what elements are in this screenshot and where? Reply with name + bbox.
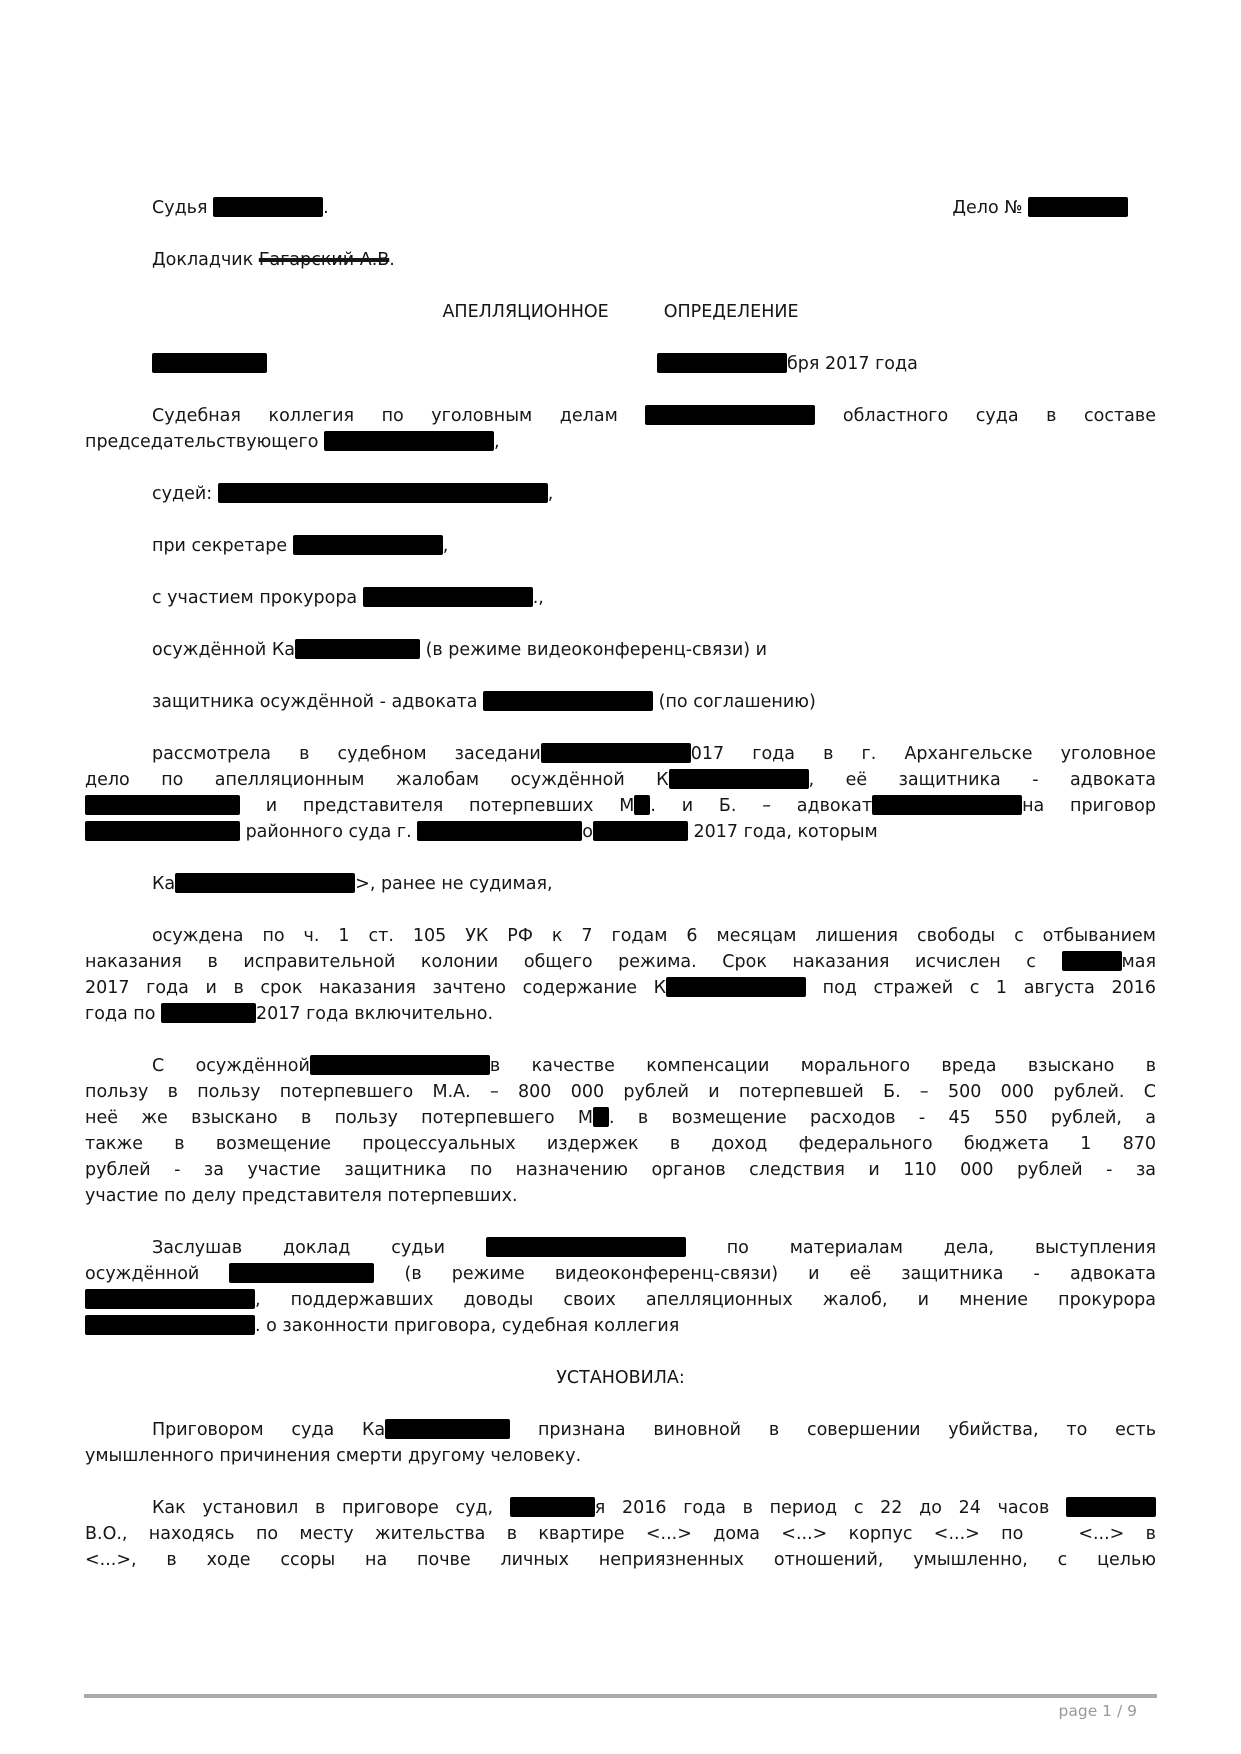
- header-row: [85, 195, 1156, 221]
- text-run: ОПРЕДЕЛЕНИЕ: [663, 302, 799, 322]
- text-run: и представителя потерпевших М: [240, 796, 635, 816]
- paragraph-line: [85, 1261, 1156, 1287]
- case-review-paragraph: [85, 741, 1156, 845]
- text-run: судей:: [152, 484, 218, 504]
- redaction-bar: [666, 977, 806, 997]
- row-right: [952, 195, 1156, 221]
- paragraph-line: [85, 1053, 1156, 1079]
- paragraph-line: [85, 1131, 1156, 1157]
- paragraph-line: [85, 949, 1156, 975]
- text-run: с участием прокурора: [152, 588, 363, 608]
- text-run: С осуждённой: [152, 1056, 310, 1076]
- paragraph-line: [85, 1443, 1156, 1469]
- paragraph-line: [85, 1001, 1156, 1027]
- redaction-bar: [593, 1107, 609, 1127]
- text-run: я 2016 года в период с 22 до 24 часов: [594, 1498, 1066, 1518]
- struck-redacted-text: Гагарский А.В: [258, 250, 390, 270]
- text-run: .: [389, 250, 395, 270]
- redaction-bar: [310, 1055, 490, 1075]
- verdict-paragraph: [85, 1417, 1156, 1469]
- paragraph-line: [85, 793, 1156, 819]
- redaction-bar: [324, 431, 494, 451]
- text-run: Заслушав доклад судьи: [152, 1238, 486, 1258]
- convicted-name-line: [85, 871, 1156, 897]
- text-run: <...> в: [1078, 1524, 1156, 1544]
- paragraph-line: [85, 1183, 1156, 1209]
- redaction-bar: [295, 639, 420, 659]
- paragraph-line: [85, 429, 1156, 455]
- paragraph-line: [85, 1547, 1156, 1573]
- judges-line: [85, 481, 1156, 507]
- text-run: 2017 года включительно.: [256, 1004, 494, 1024]
- redaction-bar: [872, 795, 1022, 815]
- redaction-bar: [645, 405, 815, 425]
- redaction-bar: [85, 795, 240, 815]
- text-run: .: [323, 198, 329, 218]
- paragraph-line: [85, 975, 1156, 1001]
- secretary-line: [85, 533, 1156, 559]
- text-run: ,: [494, 432, 500, 452]
- text-run: . в возмещение расходов - 45 550 рублей, а: [609, 1108, 1156, 1128]
- text-run: при секретаре: [152, 536, 293, 556]
- text-run: >, ранее не судимая,: [355, 874, 553, 894]
- facts-paragraph: [85, 1495, 1156, 1573]
- text-run: Как установил в приговоре суд,: [152, 1498, 510, 1518]
- text-run: 017 года в г. Архангельске уголовное: [690, 744, 1156, 764]
- redaction-bar: [486, 1237, 686, 1257]
- paragraph-line: [85, 767, 1156, 793]
- redaction-bar: [483, 691, 653, 711]
- text-run: . и Б. – адвокат: [650, 796, 873, 816]
- redaction-bar: [1062, 951, 1122, 971]
- place-date-line: [85, 351, 1156, 377]
- reporter-line: [85, 247, 1156, 273]
- paragraph-line: [85, 1417, 1156, 1443]
- text-run: 2017 года и в срок наказания зачтено содержание К: [85, 978, 667, 998]
- court-composition-paragraph: [85, 403, 1156, 455]
- text-run: (в режиме видеоконференц-связи) и её защитника - адвоката: [374, 1264, 1157, 1284]
- text-run: под стражей с 1 августа 2016: [806, 978, 1156, 998]
- redaction-bar: [363, 587, 533, 607]
- paragraph-line: [85, 403, 1156, 429]
- redaction-bar: [1066, 1497, 1156, 1517]
- paragraph-line: [85, 741, 1156, 767]
- paragraph-line: [85, 819, 1156, 845]
- text-run: осуждённой: [85, 1264, 230, 1284]
- text-run: осуждённой Ка: [152, 640, 295, 660]
- text-run: бря 2017 года: [787, 354, 918, 374]
- footer-divider: [84, 1694, 1157, 1698]
- text-run: АПЕЛЛЯЦИОННОЕ: [442, 302, 609, 322]
- text-run: мая: [1121, 952, 1156, 972]
- redaction-bar: [541, 743, 691, 763]
- paragraph-line: [85, 1495, 1156, 1521]
- paragraph-line: [85, 1287, 1156, 1313]
- text-run: также в возмещение процессуальных издержек в доход федерального бюджета 1 870: [85, 1134, 1156, 1154]
- redaction-bar: [85, 1289, 255, 1309]
- text-run: рублей - за участие защитника по назначению органов следствия и 110 000 рублей - за: [85, 1160, 1156, 1180]
- text-run: неё же взыскано в пользу потерпевшего М: [85, 1108, 594, 1128]
- text-run: председательствующего: [85, 432, 325, 452]
- redaction-bar: [175, 873, 355, 893]
- text-run: 2017 года, которым: [687, 822, 878, 842]
- text-run: Приговором суда Ка: [152, 1420, 386, 1440]
- text-run: УСТАНОВИЛА:: [556, 1368, 685, 1388]
- document-content: [85, 195, 1156, 1599]
- redaction-bar: [510, 1497, 595, 1517]
- redaction-bar: [161, 1003, 256, 1023]
- spacer: [609, 316, 664, 317]
- text-run: умышленного причинения смерти другому человеку.: [85, 1446, 582, 1466]
- redaction-bar: [669, 769, 809, 789]
- established-heading: [85, 1365, 1156, 1391]
- text-run: года по: [85, 1004, 161, 1024]
- paragraph-line: [85, 1157, 1156, 1183]
- text-run: , её защитника - адвоката: [808, 770, 1157, 790]
- text-run: в качестве компенсации морального вреда взыскано в: [489, 1056, 1157, 1076]
- redaction-bar: [417, 821, 582, 841]
- text-run: (в режиме видеоконференц-связи) и: [420, 640, 767, 660]
- paragraph-line: [85, 1313, 1156, 1339]
- paragraph-line: [85, 1079, 1156, 1105]
- defender-line: [85, 689, 1156, 715]
- text-run: . о законности приговора, судебная коллегия: [255, 1316, 680, 1336]
- redaction-bar: [218, 483, 548, 503]
- redaction-bar: [385, 1419, 510, 1439]
- paragraph-line: [85, 1235, 1156, 1261]
- text-run: защитника осуждённой - адвоката: [152, 692, 484, 712]
- text-run: Дело №: [952, 198, 1028, 218]
- text-run: ,: [547, 484, 554, 504]
- text-run: , поддержавших доводы своих апелляционных жалоб, и мнение прокурора: [255, 1290, 1156, 1310]
- text-run: <...>, в ходе ссоры на почве личных неприязненных отношений, умышленно, с целью: [85, 1550, 1156, 1570]
- text-run: Докладчик: [152, 250, 259, 270]
- text-run: (по соглашению): [653, 692, 816, 712]
- text-run: Судья: [152, 198, 214, 218]
- page-number: page 1 / 9: [1058, 1702, 1137, 1720]
- redaction-bar: [634, 795, 650, 815]
- redaction-bar: [293, 535, 443, 555]
- hearing-report-paragraph: [85, 1235, 1156, 1339]
- redaction-bar: [1028, 197, 1128, 217]
- redaction-bar: [213, 197, 323, 217]
- sentence-paragraph: [85, 923, 1156, 1027]
- text-run: районного суда г.: [240, 822, 418, 842]
- spacer: [267, 368, 657, 369]
- text-run: наказания в исправительной колонии общего режима. Срок наказания исчислен с: [85, 952, 1062, 972]
- paragraph-line: [85, 923, 1156, 949]
- text-run: Ка: [152, 874, 176, 894]
- text-run: на приговор: [1022, 796, 1156, 816]
- convicted-line: [85, 637, 1156, 663]
- text-run: по материалам дела, выступления: [685, 1238, 1157, 1258]
- spacer: [1023, 1538, 1078, 1539]
- text-run: дело по апелляционным жалобам осуждённой К: [85, 770, 669, 790]
- compensation-paragraph: [85, 1053, 1156, 1209]
- text-run: В.О., находясь по месту жительства в квартире <...> дома <...> корпус <...> по: [85, 1524, 1024, 1544]
- text-run: о: [582, 822, 593, 842]
- redaction-bar: [229, 1263, 374, 1283]
- text-run: Судебная коллегия по уголовным делам: [152, 406, 646, 426]
- redaction-bar: [85, 821, 240, 841]
- text-run: областного суда в составе: [815, 406, 1156, 426]
- text-run: пользу в пользу потерпевшего М.А. – 800 000 рублей и потерпевшей Б. – 500 000 рублей. С: [85, 1082, 1156, 1102]
- redaction-bar: [657, 353, 787, 373]
- text-run: признана виновной в совершении убийства, то есть: [510, 1420, 1157, 1440]
- paragraph-line: [85, 1105, 1156, 1131]
- paragraph-line: [85, 1521, 1156, 1547]
- text-run: участие по делу представителя потерпевших.: [85, 1186, 518, 1206]
- redaction-bar: [152, 353, 267, 373]
- document-title: [85, 299, 1156, 325]
- text-run: осуждена по ч. 1 ст. 105 УК РФ к 7 годам 6 месяцам лишения свободы с отбыванием: [152, 926, 1156, 946]
- text-run: рассмотрела в судебном заседани: [152, 744, 541, 764]
- text-run: ,: [442, 536, 449, 556]
- prosecutor-line: [85, 585, 1156, 611]
- row-left: [85, 195, 329, 221]
- text-run: .,: [532, 588, 544, 608]
- redaction-bar: [593, 821, 688, 841]
- redaction-bar: [85, 1315, 255, 1335]
